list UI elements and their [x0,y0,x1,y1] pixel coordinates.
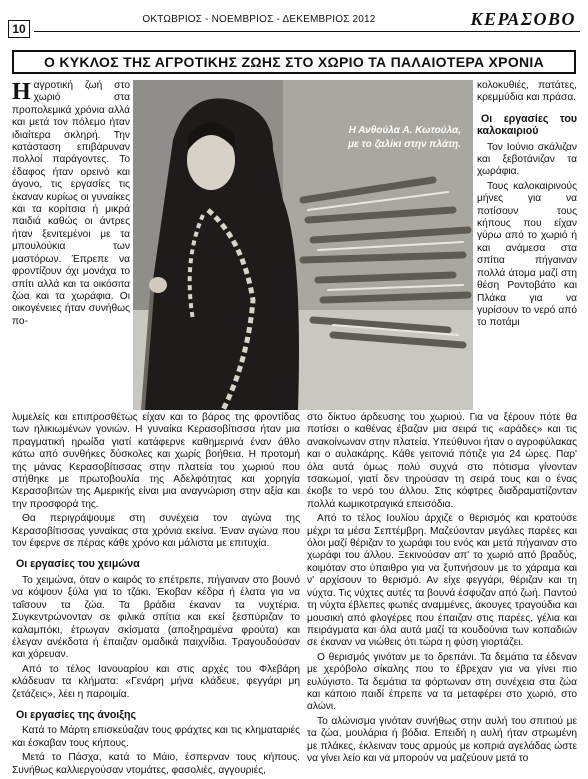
article-column-right-top [477,80,577,332]
photo-caption-line: με το ζαλίκι στην πλάτη. [347,139,461,150]
paragraph: Τους καλοκαιρινούς μήνες για να ποτίσουν τους κήπους που είχαν γύρω από το χωριό ή και ανάμεσα στα σπίτια πήγαιναν πολλά άτομα μαζί στη θέση Ροντοβάτο και Πλάκα για να γυρίσουν το νερό από το ποτάμι [477,180,577,329]
article-column-right-bottom [307,412,577,767]
issue-date-header: ΟΚΤΩΒΡΙΟΣ - ΝΟΕΜΒΡΙΟΣ - ΔΕΚΕΜΒΡΙΟΣ 2012 [142,14,376,25]
paragraph: Κατά το Μάρτη επισκεύαζαν τους φράχτες και τις κληματαριές και έσκαβαν τους κήπους. [12,725,300,749]
article-column-left-top [12,80,130,330]
photo-caption [311,124,461,152]
paragraph: στο δίκτυο άρδευσης του χωριού. Για να ξέρουν πότε θα ποτίσει ο καθένας έβαζαν μια σειρά τις «αράδες» και τις ανακοίνωναν στην πλατεία. Υπεύθυνοι ήταν ο αγροφύλακας και ο αυλακάρης. Κάθε γειτονιά πότιζε για 24 ώρες. Παρ' όλα αυτά όμως πολύ συχνά στο πότισμα γίνονταν τσακωμοί, γιατί δεν τηρούσαν τη σειρά τους και ο ένας έκοβε το νερό του άλλου. Στις κόφτρες διαδραματίζονταν πολλά κωμικοτραγικά επεισόδια. [307,412,577,510]
paragraph: αγροτική ζωή στο χωριό στα προπολεμικά χρόνια αλλά και μετά τον πόλεμο ήταν ιδιαίτερα σκληρή. Την κατάσταση επιβάρυναν πολλοί παράγοντες. Το έδαφος ήταν ορεινό και άγονο, τις εργασίες τις έκαναν κυρίως οι γυναίκες και τα κορίτσια ή μικρά παιδιά καθώς οι άντρες ήταν ξενιτεμένοι με τα μπουλούκια των μαστόρων. Έπρεπε να φροντίζουν όχι μονάχα το σπίτι αλλά και τα οικόσιτα ζώα και τα χωράφια. Οι οικογένειες ήταν συνήθως πο- [12,80,130,327]
paragraph: Θα περιγράψουμε στη συνέχεια τον αγώνα της Κερασοβίτισσας γυναίκας στα χρόνια εκείνα. Έναν αγώνα που τον έφερνε σε πέρας κάθε χρόνο και μάλιστα με επιτυχία. [12,513,300,550]
article-title: Ο ΚΥΚΛΟΣ ΤΗΣ ΑΓΡΟΤΙΚΗΣ ΖΩΗΣ ΣΤΟ ΧΩΡΙΟ ΤΑ ΠΑΛΑΙΟΤΕΡΑ ΧΡΟΝΙΑ [12,50,576,74]
paragraph: Το χειμώνα, όταν ο καιρός το επέτρεπε, πήγαιναν στο βουνό να κόψουν ξύλα για το τζάκι. Έκοβαν κέδρα ή έλατα για να ταΐσουν τα ζώα. Τα βράδια έκαναν τα νυχτέρια. Συγκεντρώνονταν σε φιλικά σπίτια και εκεί ξεσπύριζαν το καλαμπόκι, έτρωγαν σκίσματα (αποξηραμένα φρούτα) και έλεγαν ανέκδοτα ή έπαιζαν ομαδικά παιχνίδια. Τραγουδούσαν και χόρευαν. [12,574,300,661]
paragraph: Από το τέλος Ιουλίου άρχιζε ο θερισμός και κρατούσε μέχρι τα μέσα Σεπτέμβρη. Μαζεύονταν μεγάλες παρέες και όλοι μαζί θέριζαν το χωράφι του ενός και μετά πήγαιναν στο χωράφι του άλλου. Ξεκινούσαν απ' το χωριό από βραδύς, κοιμόταν στο ύπαιθρο για να ξυπνήσουν με το χάραμα και ν' αρχίσουν το θερισμό. Αν είχε φεγγάρι, θέριζαν και τη νύχτα. Τις νύχτες αυτές τα βουνά έσφυζαν από ζωή. Παντού τη νύχτα έβλεπες φωτιές αναμμένες, άκουγες τραγούδια και μουσική από φλογέρες που έπαιζαν στις παρέες, γέλια και πειράγματα και όλα αυτά μαζί τα κουδούνια των κοπαδιών σε έκαναν να νιώθεις ότι τώρα η φύση γιορτάζει. [307,513,577,649]
paragraph: Από το τέλος Ιανουαρίου και στις αρχές του Φλεβάρη κλάδευαν τα κλήματα: «Γενάρη μήνα κλάδευε, φεγγάρι μη ζετάζεις», λέει η παροιμία. [12,663,300,700]
paragraph: λυμελείς και επιπροσθέτως είχαν και το βάρος της φροντίδας των ηλικιωμένων γονιών. Η γυναίκα Κερασοβίτισσα ήταν μια πραγματική ηρωίδα γιατί κατάφερνε καθημερινά έναν άθλο κάτω από συνθήκες δύσκολες και χωρίς βοήθεια. Η προτομή της μάνας Κερασοβίτισσας στην πλατεία του χωριού που στήθηκε με πρωτοβουλία της Αδελφότητας και χορηγία Κερασοβιτών της Αμερικής είναι μια αναγνώριση στην αξία και την προσφορά της. [12,412,300,510]
drop-cap: Η [12,79,31,105]
article-photo [133,80,473,410]
paragraph: κολοκυθιές, πατάτες, κρεμμύδια και πράσα. [477,80,577,104]
photo-caption-line: Η Ανθούλα Α. Κωτούλα, [348,125,461,136]
article-column-left-bottom [12,412,300,779]
section-heading-summer: Οι εργασίες του καλοκαιριού [477,112,577,138]
section-heading-spring: Οι εργασίες της άνοιξης [16,708,136,721]
paragraph: Το αλώνισμα γινόταν συνήθως στην αυλή του σπιτιού με τα ζώα, μουλάρια ή βόδια. Επειδή η αυλή ήταν στρωμένη με πλάκες, έκλειναν τους αρμούς με κοπριά αγελάδας ώστε να γίνει λείο και να μπορούν να μαζεύουν μετά το [307,715,577,764]
paragraph: Τον Ιούνιο σκάλιζαν και ξεβοτάνιζαν τα χωράφια. [477,141,577,178]
page-number: 10 [8,20,30,38]
section-heading-winter: Οι εργασίες του χειμώνα [16,558,140,571]
header-rule [34,31,580,32]
paragraph: Μετά το Πάσχα, κατά το Μάιο, έσπερναν τους κήπους. Συνήθως καλλιεργούσαν ντομάτες, φασολιές, αγγουριές, [12,752,300,776]
paragraph: Ο θερισμός γινόταν με το δρεπάνι. Τα δεμάτια τα έδεναν με χερόβολο σίκαλης που το έβρεχαν για να γίνει πιο ευλύγιστο. Τα δεμάτια τα φόρτωναν στη συνέχεια στα ζώα και κάποιο παιδί έπρεπε να τα μεταφέρει στο χωριό, στο αλώνι. [307,651,577,713]
publication-name: ΚΕΡΑΣΟΒΟ [470,9,576,29]
